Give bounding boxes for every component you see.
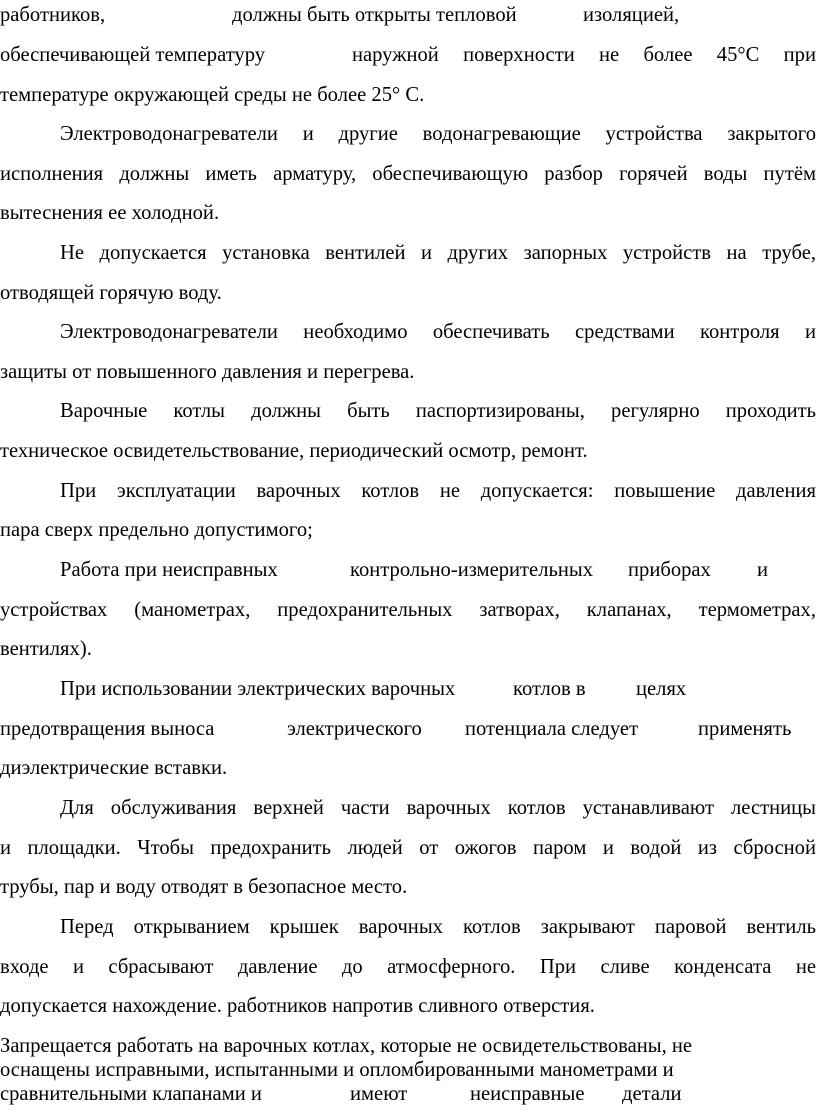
text-line	[0, 278, 816, 308]
text-fragment: диэлектрические вставки.	[0, 757, 228, 779]
text-fragment: вентилях).	[0, 638, 92, 660]
text-line	[0, 833, 816, 863]
text-line	[0, 1058, 816, 1082]
text-fragment: трубы, пар и воду отводят в безопасное место.	[0, 876, 408, 898]
text-fragment: вытеснения ее холодной.	[0, 202, 220, 224]
text-line	[0, 198, 816, 228]
text-fragment: оснащены исправными, испытанными и опломбированными манометрами и	[0, 1059, 674, 1081]
text-fragment: применять	[698, 718, 792, 740]
text-line	[0, 753, 816, 783]
text-line	[0, 714, 816, 744]
text-fragment: При эксплуатации варочных котлов не допускается: повышение давления	[60, 480, 816, 502]
text-line	[0, 555, 816, 585]
text-fragment: Электроводонагреватели необходимо обеспечивать средствами контроля и	[60, 321, 816, 343]
text-line	[0, 595, 816, 625]
text-fragment: Перед открыванием крышек варочных котлов закрывают паровой вентиль	[60, 916, 816, 938]
text-fragment: детали	[622, 1083, 682, 1105]
text-line	[0, 317, 816, 347]
text-fragment: Работа при неисправных	[60, 559, 278, 581]
text-fragment: электрического	[287, 718, 422, 740]
text-fragment: целях	[636, 678, 687, 700]
text-fragment: должны быть открыты тепловой	[232, 4, 517, 26]
text-fragment: сравнительными клапанами и	[0, 1083, 262, 1105]
text-line	[0, 1034, 816, 1058]
text-fragment: техническое освидетельствование, периодический осмотр, ремонт.	[0, 440, 588, 462]
text-fragment: предотвращения выноса	[0, 718, 215, 740]
text-fragment: имеют	[350, 1083, 408, 1105]
text-line	[0, 159, 816, 189]
text-line	[0, 912, 816, 942]
text-fragment: допускается нахождение. работников напротив сливного отверстия.	[0, 995, 595, 1017]
text-line	[0, 793, 816, 823]
text-fragment: контрольно-измерительных	[350, 559, 594, 581]
text-fragment: устройствах (манометрах, предохранительных затворах, клапанах, термометрах,	[0, 599, 816, 621]
text-fragment: неисправные	[470, 1083, 585, 1105]
text-fragment: Электроводонагреватели и другие водонагревающие устройства закрытого	[60, 123, 816, 145]
text-line	[0, 515, 816, 545]
text-line	[0, 40, 816, 70]
text-fragment: исполнения должны иметь арматуру, обеспечивающую разбор горячей воды путём	[0, 163, 816, 185]
text-line	[0, 952, 816, 982]
text-line	[0, 634, 816, 664]
text-fragment: Не допускается установка вентилей и других запорных устройств на трубе,	[60, 242, 816, 264]
text-line	[0, 119, 816, 149]
text-fragment: работников,	[0, 4, 106, 26]
text-fragment: изоляцией,	[583, 4, 680, 26]
text-fragment: пара сверх предельно допустимого;	[0, 519, 313, 541]
text-line	[0, 0, 816, 30]
text-fragment: защиты от повышенного давления и перегрева.	[0, 361, 415, 383]
text-line	[0, 357, 816, 387]
text-line	[0, 674, 816, 704]
text-fragment: и площадки. Чтобы предохранить людей от ожогов паром и водой из сбросной	[0, 837, 816, 859]
text-line	[0, 991, 816, 1021]
text-fragment: температуре окружающей среды не более 25° С.	[0, 84, 425, 106]
text-fragment: Запрещается работать на варочных котлах, которые не освидетельствованы, не	[0, 1035, 693, 1057]
text-fragment: входе и сбрасывают давление до атмосферного. При сливе конденсата не	[0, 956, 816, 978]
text-fragment: котлов в	[513, 678, 586, 700]
text-line	[0, 436, 816, 466]
text-line	[0, 80, 816, 110]
text-fragment: обеспечивающей температуру	[0, 44, 266, 66]
text-fragment: и	[757, 559, 769, 581]
text-fragment: Варочные котлы должны быть паспортизированы, регулярно проходить	[60, 400, 816, 422]
text-fragment: потенциала следует	[465, 718, 639, 740]
text-line	[0, 476, 816, 506]
text-line	[0, 396, 816, 426]
text-line	[0, 238, 816, 268]
text-fragment: отводящей горячую воду.	[0, 282, 222, 304]
text-fragment: При использовании электрических варочных	[60, 678, 456, 700]
text-line	[0, 1082, 816, 1106]
text-fragment: наружной поверхности не более 45°С при	[352, 44, 816, 66]
text-fragment: приборах	[628, 559, 711, 581]
text-fragment: Для обслуживания верхней части варочных котлов устанавливают лестницы	[60, 797, 816, 819]
text-line	[0, 872, 816, 902]
